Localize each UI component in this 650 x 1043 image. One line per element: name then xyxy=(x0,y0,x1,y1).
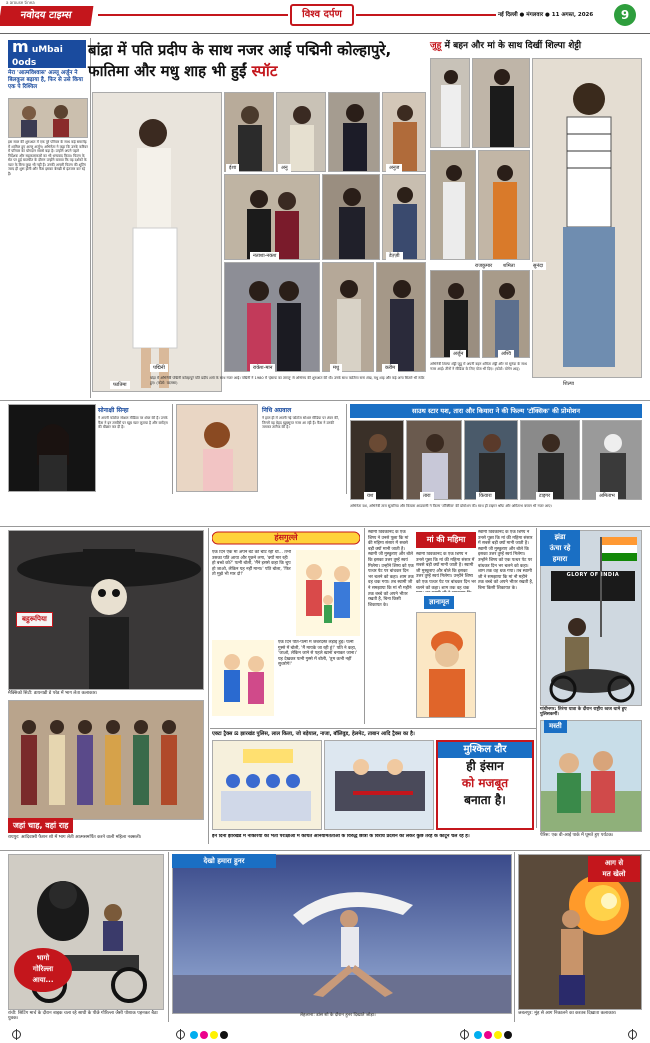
quote-line: ही इंसान xyxy=(466,759,504,773)
tourists-photo-icon xyxy=(541,721,642,832)
divider xyxy=(364,528,365,724)
photo-caption: पद्मिनी xyxy=(150,364,168,372)
registration-mark-icon xyxy=(12,1030,21,1039)
cartoon-crowd-icon xyxy=(213,741,322,830)
fashion-show-photo xyxy=(8,700,204,820)
person-photo-icon xyxy=(431,271,480,358)
person-photo-icon xyxy=(473,59,530,148)
divider xyxy=(0,850,650,851)
paper-small-title: a arouse tinea xyxy=(6,0,35,5)
maa-title: मां की महिमा xyxy=(416,532,476,548)
divider xyxy=(172,404,173,494)
badge-line: आया... xyxy=(32,976,54,984)
guest-photo xyxy=(224,92,274,172)
jhanda-title xyxy=(540,530,580,566)
person-photo-icon xyxy=(431,59,470,148)
toxic-caption-text: अभिनेता यश, अभिनेत्री तारा सुतारिया और कियारा आडवाणी ने फिल्म 'टॉक्सिक' की प्रोमोशन की। साथ ही टाइगर श्रॉफ और अमिताभ बच्चन भी नजर आए। xyxy=(350,504,552,508)
nidhi-body: ने हाल ही में अपनी नई फोटोज सोशल मीडिया पर शेयर कीं, जिनमें वह बेहद खूबसूरत नजर आ रही हैं। फैंस ने उनकी जमकर तारीफ की है। xyxy=(262,416,339,429)
juhu-photo xyxy=(430,58,470,148)
cartoon-police-icon xyxy=(325,741,434,830)
cmyk-dot-icon xyxy=(220,1031,228,1039)
photo-caption: अनुज xyxy=(386,164,402,172)
skeleton-costume-icon xyxy=(9,531,204,690)
person-photo-icon xyxy=(377,263,426,372)
sonakshi-title: सोनाक्षी सिन्हा xyxy=(98,407,129,414)
cmyk-dot-icon xyxy=(210,1031,218,1039)
person-photo-icon xyxy=(383,93,426,172)
badge-line: भागो xyxy=(36,954,50,962)
person-photo-icon xyxy=(465,421,518,500)
juhu-photo xyxy=(430,150,476,260)
headline-highlight: स्पॉट xyxy=(251,62,278,80)
tag-line: 0ods xyxy=(12,58,37,68)
divider xyxy=(0,33,650,34)
dance-performance-icon xyxy=(173,855,512,1014)
masthead-logo: नवोदय टाइम्स xyxy=(0,6,93,26)
photo-caption: यश xyxy=(364,492,376,500)
dateline: नई दिल्ली ● मंगलवार ● 11 अगस्त, 2026 xyxy=(498,12,594,18)
nidhi-title: निधि अग्रवाल xyxy=(262,407,292,414)
photo-caption: अश्वि xyxy=(498,350,514,358)
person-photo-icon xyxy=(277,93,326,172)
cartoon-1 xyxy=(296,550,360,636)
cmyk-dot-icon xyxy=(494,1031,502,1039)
maa-body-col3: स्वामी विवेकानंद के एक शिष्य ने उनसे पूछा कि मां की महिमा संसार में सबसे बड़ी क्यों मानी जाती है। स्वामी जी मुस्कुराए और बोले कि इसका उत्तर तुम्हें स्वयं मिलेगा। उन्होंने शिष्य को एक पत्थर पेट पर बांधकर दिन भर चलने को कहा। शाम तक वह थक गया। तब स्वामी जी ने समझाया कि मां नौ महीने तक बच्चे को अपने भीतर रखती है, बिना किसी शिकायत के। xyxy=(478,530,534,591)
monk-portrait-icon xyxy=(417,613,476,718)
juhu-photo xyxy=(482,270,530,358)
headline-highlight: जुहू xyxy=(430,41,442,51)
bahurupiya-caption: मैक्सिको सिटी: डायनाडी डे परेड में भाग लेता कलाकार। xyxy=(8,691,98,696)
person-photo-icon xyxy=(383,175,426,260)
juhu-caption-text: अभिनेत्री शिल्पा शेट्टी जुहू में अपनी बहन शमिता शेट्टी और मां सुनंदा के साथ नजर आईं। तीनों ने मीडिया के लिए पोज भी दिए। (फोटो: योगेन शाह) xyxy=(430,362,527,371)
photo-caption: राजकुमार xyxy=(472,262,495,270)
toxic-headline: साउथ स्टार यश, तारा और कियारा ने की फिल्म 'टॉक्सिक' की प्रोमोशन xyxy=(350,404,642,418)
dekho-title: देखो हमारा हुनर xyxy=(172,854,276,868)
juhu-photo xyxy=(430,270,480,358)
divider xyxy=(90,38,91,398)
cartoon-detention xyxy=(324,740,434,830)
lead-headline xyxy=(88,40,424,82)
photo-caption: फातिमा xyxy=(110,381,130,389)
woman-photo-icon xyxy=(93,93,222,392)
sonakshi-body: ने अपनी फोटोज सोशल मीडिया पर शेयर की हैं। उनके फैंस ने इन तस्वीरों पर खूब प्यार लुटाया है और कमेंट्स की बौछार कर दी है। xyxy=(98,416,168,429)
cmyk-dot-icon xyxy=(484,1031,492,1039)
photo-caption: अर्जुन xyxy=(450,350,466,358)
header-rule xyxy=(356,14,496,16)
divider xyxy=(536,528,537,828)
divider xyxy=(0,526,650,527)
couple-photo-icon xyxy=(225,175,320,260)
registration-mark-icon xyxy=(176,1030,185,1039)
registration-mark-icon xyxy=(460,1030,469,1039)
guest-photo xyxy=(276,92,326,172)
hasgulle-header xyxy=(212,530,360,546)
cartoon-rally xyxy=(212,740,322,830)
maa-body: स्वामी विवेकानंद के एक शिष्य ने उनसे पूछा कि मां की महिमा संसार में सबसे बड़ी क्यों मानी जाती है। स्वामी जी मुस्कुराए और बोले कि इसका उत्तर तुम्हें स्वयं मिलेगा। उन्होंने शिष्य को एक पत्थर पेट पर बांधकर दिन भर चलने को कहा। शाम तक वह थक गया। तब स्वामी जी ने समझाया कि मां नौ महीने तक बच्चे को अपने भीतर रखती है, बिना किसी शिकायत के। xyxy=(368,530,414,608)
joke-1: एक दिन एक मां अपने बेटे को चीट रही थी... तभी उसका पति आया और पूछने लगा, 'क्यों मार रही हो बच्चे को?' पत्नी बोली, 'मैंने इससे कहा कि चुप हो जाओ, लेकिन यह नहीं माना।' पति बोला, 'फिर तो मुझे भी मार दो!' xyxy=(212,550,291,578)
left-story-photo xyxy=(8,98,88,138)
glory-banner: GLORY OF INDIA xyxy=(566,572,620,578)
person-photo-icon xyxy=(521,421,580,500)
section-title: विश्व दर्पण xyxy=(290,4,354,26)
couple-photo-icon xyxy=(225,263,320,372)
toxic-photo xyxy=(406,420,462,500)
person-photo-icon xyxy=(483,271,530,358)
aag-badge xyxy=(588,856,640,882)
person-photo-icon xyxy=(431,151,476,260)
couple-photo xyxy=(224,262,320,372)
photo-caption: डेज़्ज़ी xyxy=(386,252,403,260)
cmyk-dot-icon xyxy=(200,1031,208,1039)
jahan-chah-caption: रायपुर: आदिवासी फैशन शो में भाग लेती आत्मसमर्पित करने वाली महिला नक्सली। xyxy=(8,835,142,840)
cmyk-dot-icon xyxy=(474,1031,482,1039)
woman-photo-icon xyxy=(533,59,642,378)
divider xyxy=(346,404,347,494)
masti-caption: पेरिस: एक वी-आई पार्क में घूमते हुए पर्यटक। xyxy=(540,833,614,838)
guest-photo xyxy=(328,92,380,172)
maa-body-col1 xyxy=(368,530,414,718)
title-line: ऊंचा रहे xyxy=(549,544,571,552)
photo-caption: शमिता xyxy=(500,262,518,270)
quote-box xyxy=(436,740,534,830)
registration-mark-icon xyxy=(628,1030,637,1039)
masti-badge: मस्ती xyxy=(544,720,567,733)
left-story-body: इस साल की शुरुआत में एक पूरे परिवार के साथ कई समारोह में शामिल हुए अल्लू अर्जुन। अभिनेता ने कहा कि उनके करियर में परिवार का योगदान सबसे बड़ा है। उन्होंने अपने पहले निर्देशक और सहकलाकारों का भी धन्यवाद किया। फिल्म के सेट पर हुई बातचीत के दौरान उन्होंने बताया कि वह दर्शकों के प्यार के बिना कुछ भी नहीं हैं। उनकी अगली फिल्म की शूटिंग जल्द ही शुरू होगी और फैंस इसका बेसब्री से इंतजार कर रहे हैं। xyxy=(8,140,88,176)
lead-caption-text: बांद्रा में अभिनेत्री पद्मिनी कोल्हापुरे पति प्रदीप शर्मा के साथ नजर आईं। पद्मिनी ने 1980 में 'इंसाफ का तराजू' से अभिनय की शुरुआत की थी। उनके साथ फातिमा सना शेख, मधु शाह और कई अन्य सितारे भी स्पॉट हुए। (फोटो: यदमसा) xyxy=(150,376,425,385)
badge-line: गोरिल्ला xyxy=(32,965,54,973)
photo-caption: करीम xyxy=(382,364,398,372)
fatima-photo xyxy=(92,92,222,392)
juhu-photo xyxy=(478,150,530,260)
person-photo-icon xyxy=(583,421,642,500)
person-photo-icon xyxy=(407,421,462,500)
quote-line: मुश्किल दौर xyxy=(438,742,532,758)
masti-photo xyxy=(540,720,642,832)
divider xyxy=(0,400,650,401)
photo-caption: राकेश-मान xyxy=(250,364,275,372)
photo-caption: नताशा-नकश xyxy=(250,252,279,260)
left-story-tag xyxy=(8,37,86,68)
vivekananda-photo xyxy=(416,612,476,718)
nidhi-photo xyxy=(176,404,258,492)
cartoon-headline: एक्टा ट्रैक्स ⊠ झारखंड पुलिस, लाल किला, जो बड़ेयाल, नाजा, बॉलिवुड, हेलमेट, ताबान आदि ट्रैक्स का है। xyxy=(212,731,415,737)
jahan-chah-badge: जहां चाह, वहां राह xyxy=(8,818,73,833)
aag-caption: जबलपुर: मुंह से आग निकालने का करतब दिखाता कलाकार। xyxy=(518,1011,617,1016)
title-line: हमारा xyxy=(552,555,568,563)
group-photo-icon xyxy=(9,701,204,820)
juhu-photo xyxy=(472,58,530,148)
guest-photo xyxy=(322,262,374,372)
sonakshi-photo xyxy=(8,404,96,492)
bahurupiya-badge: बहुरूपिया xyxy=(16,612,53,627)
divider xyxy=(514,852,515,1022)
quote-line: को मजबूत xyxy=(461,776,509,790)
photo-caption: ईशा xyxy=(226,164,239,172)
left-story-headline: मेरा 'आत्मविश्वास' अल्लू अर्जुन ने बिलकुल बढ़ाया है, फिर से उसे किया एक पे रिश्यिल xyxy=(8,70,83,90)
person-photo-icon xyxy=(479,151,530,260)
tag-letter: m xyxy=(12,37,29,56)
dekho-caption: लेहलाना: डांस शो के दौरान हुनर दिखाते जोड़ा। xyxy=(300,1013,376,1018)
divider xyxy=(210,728,536,729)
photo-caption: मधु xyxy=(330,364,342,372)
cmyk-dot-icon xyxy=(504,1031,512,1039)
header-rule xyxy=(98,14,288,16)
gorilla-caption: रांची: सिटिंग मार्च के दौरान बाइक चला रहे साथी के पीछे गोरिल्ला जैसी पोशाक पहनकर बैठा युवक। xyxy=(8,1011,158,1021)
juhu-headline xyxy=(430,40,642,52)
cartoon-couple-icon xyxy=(212,640,274,716)
badge-line: आग से xyxy=(604,859,624,867)
badge-line: मत खेलो xyxy=(602,870,626,878)
divider xyxy=(168,852,169,1022)
person-photo-icon xyxy=(329,93,380,172)
photo-caption: शिल्पा xyxy=(560,380,577,388)
toxic-photo xyxy=(582,420,642,500)
tag-line: uMbai xyxy=(31,45,63,55)
quote-line: बनाता है। xyxy=(464,793,506,807)
people-photo-icon xyxy=(9,99,88,138)
joke-2: एक दिन पति-पत्नी में जबरदस्त लड़ाई हुई। पत्नी गुस्से में बोली, 'मैं मायके जा रही हूं!' पति ने कहा, 'जाओ, लेकिन जाने से पहले खाना बनाकर जाना।' यह देखकर पत्नी गुस्से में बोली, 'तुम कभी नहीं सुधरोगे!' xyxy=(278,640,358,668)
title-line: झंडा xyxy=(554,533,566,541)
cartoon-2 xyxy=(212,640,274,716)
toxic-photo xyxy=(464,420,518,500)
photo-caption: अनु xyxy=(278,164,291,172)
cartoon-family-icon xyxy=(296,550,360,636)
headline-text: बांद्रा में पति प्रदीप के साथ नजर आई पद्मिनी कोल्हापुरे, फातिमा और मधु शाह भी हुईं xyxy=(88,41,392,80)
divider xyxy=(208,528,209,844)
woman-photo-icon xyxy=(177,405,258,492)
person-photo-icon xyxy=(351,421,404,500)
person-photo-icon xyxy=(323,175,380,260)
gorilla-badge xyxy=(14,948,72,992)
guest-photo xyxy=(382,92,426,172)
cmyk-dot-icon xyxy=(190,1031,198,1039)
dance-photo xyxy=(172,854,512,1014)
jhanda-caption: गांधीनगर: तिरंगा यात्रा के दौरान राष्ट्रीय ध्वज थामे हुए पुलिसकर्मी। xyxy=(540,707,627,717)
person-photo-icon xyxy=(323,263,374,372)
couple-photo xyxy=(224,174,320,260)
maa-body-col2: स्वामी विवेकानंद के एक शिष्य ने उनसे पूछा कि मां की महिमा संसार में सबसे बड़ी क्यों मानी जाती है। स्वामी जी मुस्कुराए और बोले कि इसका उत्तर तुम्हें स्वयं मिलेगा। उन्होंने शिष्य को एक पत्थर पेट पर बांधकर दिन भर चलने को कहा। शाम तक वह थक xyxy=(416,552,476,591)
photo-caption: तारा xyxy=(420,492,434,500)
hasgulle-title: हंसगुल्ले xyxy=(274,533,298,542)
toxic-photo xyxy=(520,420,580,500)
photo-caption: कियारा xyxy=(476,492,495,500)
bahurupiya-photo xyxy=(8,530,204,690)
cartoon-caption: इन दिनों झारखंड में नौकरियों की भर्ती परीक्षाओं में कथित अनियमितताओं के विरुद्ध छात्रों के विरोध प्रदर्शन को लेकर कुछ तरह के कार्टून चल रहे हैं। xyxy=(212,834,470,839)
guest-photo xyxy=(322,174,380,260)
person-photo-icon xyxy=(225,93,274,172)
gyan-label: ज्ञानामृत xyxy=(424,596,454,609)
toxic-photo xyxy=(350,420,404,500)
guest-photo xyxy=(376,262,426,372)
shilpa-photo xyxy=(532,58,642,378)
guest-photo xyxy=(382,174,426,260)
headline-text: में बहन और मां के साथ दिखीं शिल्पा शेट्टी xyxy=(444,41,582,51)
page-number: 9 xyxy=(614,4,636,26)
photo-caption: अमिताभ xyxy=(596,492,618,500)
woman-photo-icon xyxy=(9,405,96,492)
photo-caption: टाइगर xyxy=(536,492,553,500)
photo-caption: सुनंदा xyxy=(530,262,546,270)
